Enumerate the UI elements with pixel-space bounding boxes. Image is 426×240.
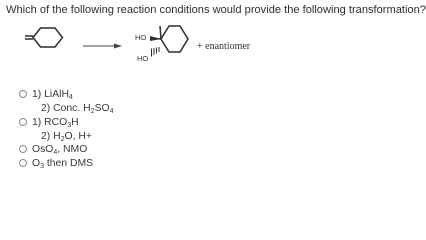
choice-2-radio[interactable] xyxy=(19,118,27,126)
choice-4-radio[interactable] xyxy=(19,159,27,167)
question-text: Which of the following reaction conditions would provide the following transformation? xyxy=(6,4,426,16)
choice-3-radio[interactable] xyxy=(19,145,27,153)
choice-1-line-1: 1) LiAlH$_4$ xyxy=(32,89,73,101)
choice-3-line-1: OsO$_4$, NMO xyxy=(32,144,88,156)
choice-1-line-2: 2) Conc. $H_2SO_4$ xyxy=(41,103,114,115)
product-oh-top-label: HO xyxy=(135,33,147,42)
product-oh-bottom-label: HO xyxy=(137,54,149,63)
choice-4-line-1: $O_3$ then DMS xyxy=(32,158,94,170)
choice-1-radio[interactable] xyxy=(19,90,27,98)
enantiomer-note: + enantiomer xyxy=(197,41,251,52)
choice-2-line-1: 1) $RCO_3H$ xyxy=(32,117,79,129)
choice-2-line-2: 2) $H_2O$, H+ xyxy=(41,131,92,143)
